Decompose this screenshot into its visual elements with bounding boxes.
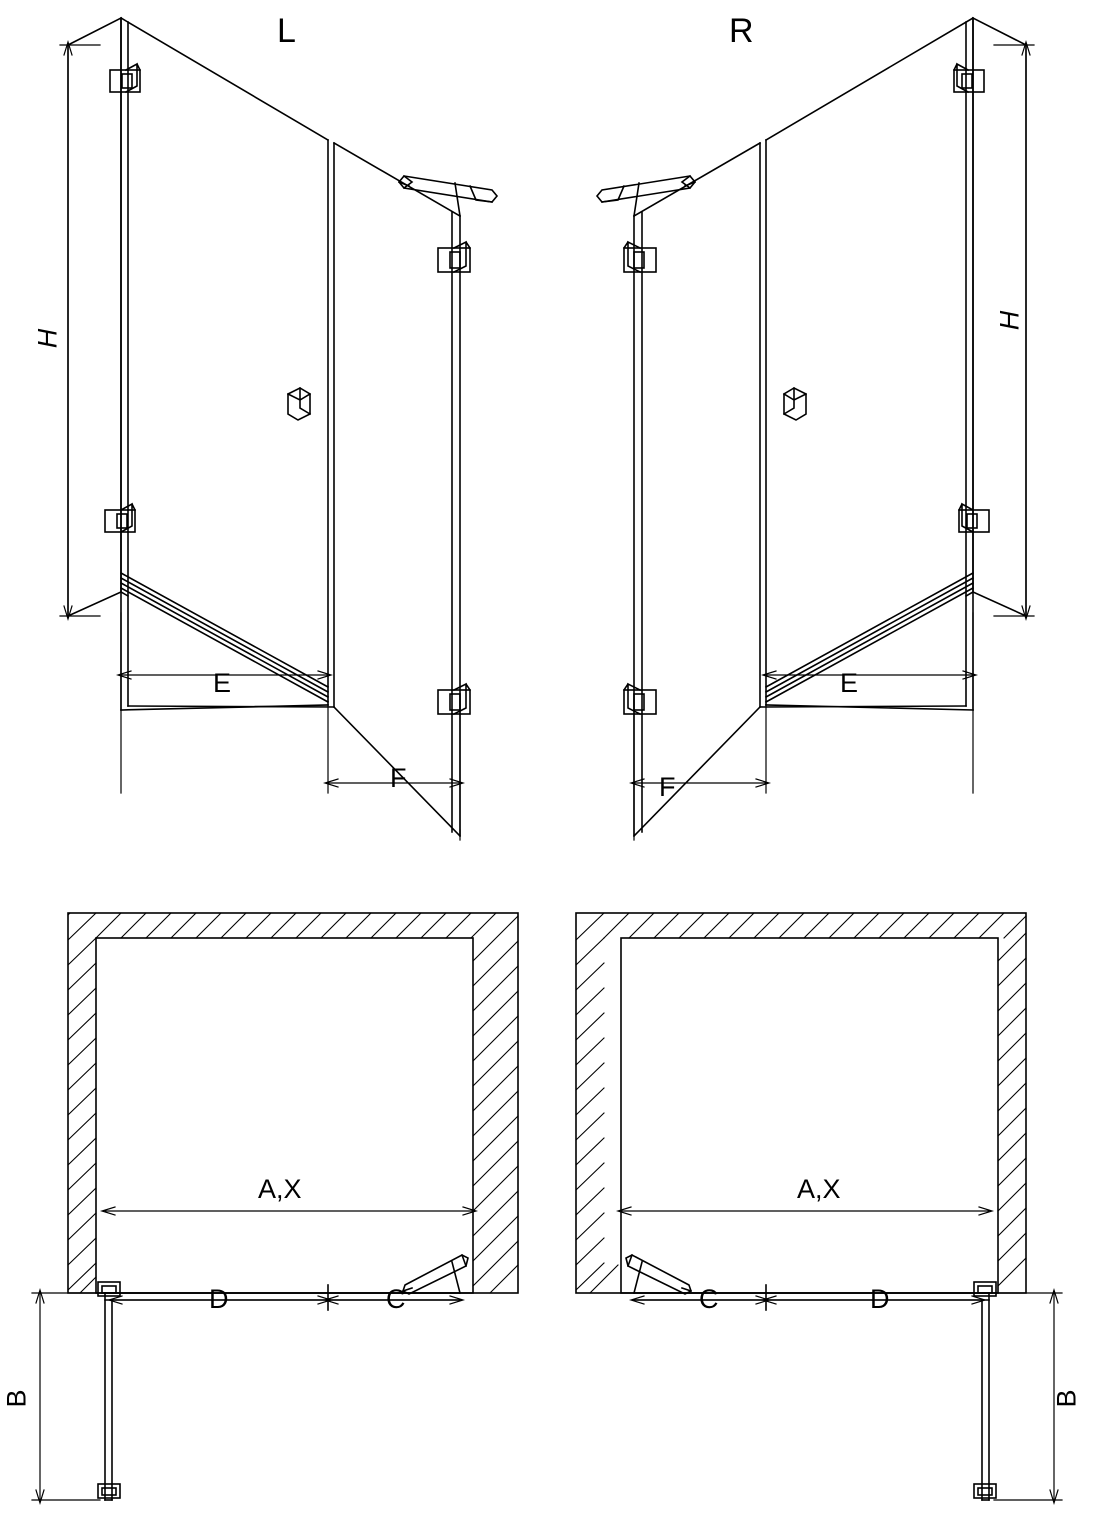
- left-plan-width-label: A,X: [258, 1174, 302, 1204]
- left-door-label: F: [390, 763, 407, 793]
- right-variant-label: R: [729, 12, 754, 50]
- left-side-panel-outline: [68, 18, 121, 616]
- left-hinge-bottom: [105, 504, 135, 532]
- right-hinge-top: [954, 64, 984, 92]
- left-door-knob: [288, 388, 310, 420]
- right-plan-door-label: C: [699, 1284, 719, 1314]
- right-plan-stabilizer: [626, 1255, 691, 1294]
- right-plan-bottom-hinge: [974, 1484, 996, 1498]
- right-door-hinge-top: [624, 242, 656, 272]
- right-door-label: F: [659, 772, 676, 802]
- right-plan-group: [576, 913, 1062, 1503]
- right-door-knob: [784, 388, 806, 420]
- left-plan-depth-label: B: [1, 1389, 32, 1408]
- left-hinge-top: [110, 64, 140, 92]
- left-stabilizer-bar: [399, 176, 497, 216]
- right-elevation-group: [597, 18, 1026, 836]
- left-plan-stabilizer: [403, 1255, 468, 1294]
- left-width-dimensions: [118, 613, 463, 840]
- right-door-hinge-bottom: [624, 684, 656, 714]
- left-height-dimension: [60, 42, 100, 619]
- right-plan-hinge: [974, 1282, 996, 1296]
- left-plan-bottom-hinge: [98, 1484, 120, 1498]
- right-plan-width-label: A,X: [797, 1174, 841, 1204]
- left-fixed-panel-label: E: [213, 668, 232, 698]
- right-hinge-bottom: [959, 504, 989, 532]
- left-height-label: H: [32, 328, 63, 349]
- right-plan-fixed-label: D: [870, 1284, 890, 1314]
- left-door-hinge-top: [438, 242, 470, 272]
- right-plan-wall-hatch: [576, 913, 1026, 1293]
- left-plan-wall-hatch: [68, 913, 518, 1293]
- right-width-dimensions: [631, 613, 976, 840]
- left-plan-fixed-label: D: [209, 1284, 229, 1314]
- left-plan-group: [32, 913, 518, 1503]
- right-plan-depth-label: B: [1051, 1389, 1082, 1408]
- left-plan-hinge: [98, 1282, 120, 1296]
- left-plan-door-label: C: [386, 1284, 406, 1314]
- right-height-dimension: [994, 42, 1034, 619]
- right-height-label: H: [994, 310, 1025, 331]
- right-fixed-panel-label: E: [840, 668, 859, 698]
- left-door-hinge-bottom: [438, 684, 470, 714]
- right-stabilizer-bar: [597, 176, 695, 216]
- left-variant-label: L: [277, 12, 296, 50]
- left-elevation-group: [68, 18, 497, 836]
